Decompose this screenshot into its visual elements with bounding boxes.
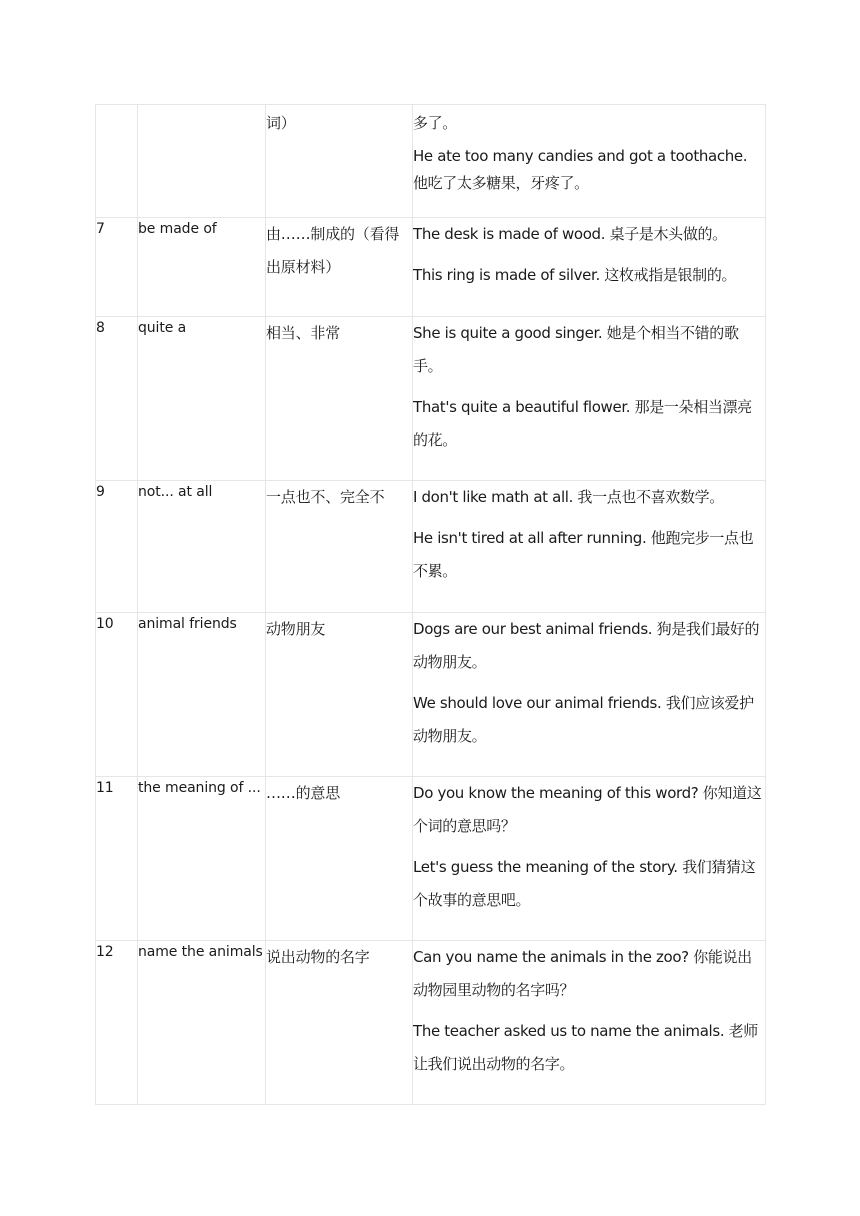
phrase: not... at all <box>138 481 266 613</box>
meaning: 词） <box>266 105 413 218</box>
example-sentence: We should love our animal friends. 我们应该爱护动物朋友。 <box>413 694 754 745</box>
examples <box>413 777 766 941</box>
phrase: the meaning of ... <box>138 777 266 941</box>
row-number: 7 <box>96 218 138 317</box>
example-sentence: She is quite a good singer. 她是个相当不错的歌手。 <box>413 324 739 375</box>
examples <box>413 317 766 481</box>
examples <box>413 613 766 777</box>
examples <box>413 941 766 1105</box>
phrase: name the animals <box>138 941 266 1105</box>
table-row <box>96 317 766 481</box>
phrase: quite a <box>138 317 266 481</box>
examples <box>413 218 766 317</box>
row-number <box>96 105 138 218</box>
phrase: be made of <box>138 218 266 317</box>
example-sentence: 他吃了太多糖果，牙疼了。 <box>413 174 589 192</box>
example-sentence: Can you name the animals in the zoo? 你能说出动物园里动物的名字吗？ <box>413 948 752 999</box>
table-row <box>96 105 766 218</box>
phrase <box>138 105 266 218</box>
example-sentence: That's quite a beautiful flower. 那是一朵相当漂亮的花。 <box>413 398 752 449</box>
row-number: 10 <box>96 613 138 777</box>
table-row <box>96 941 766 1105</box>
meaning: 一点也不、完全不 <box>266 481 413 613</box>
example-sentence: I don't like math at all. 我一点也不喜欢数学。 <box>413 488 724 506</box>
meaning: ……的意思 <box>266 777 413 941</box>
example-sentence: Dogs are our best animal friends. 狗是我们最好的动物朋友。 <box>413 620 760 671</box>
table-row <box>96 777 766 941</box>
meaning: 说出动物的名字 <box>266 941 413 1105</box>
table-row <box>96 218 766 317</box>
examples <box>413 481 766 613</box>
phrase: animal friends <box>138 613 266 777</box>
example-sentence: This ring is made of silver. 这枚戒指是银制的。 <box>413 266 737 284</box>
table-row <box>96 481 766 613</box>
example-sentence: Let's guess the meaning of the story. 我们猜猜这个故事的意思吧。 <box>413 858 756 909</box>
row-number: 11 <box>96 777 138 941</box>
meaning: 由……制成的（看得出原材料） <box>266 218 413 317</box>
example-sentence: The desk is made of wood. 桌子是木头做的。 <box>413 225 727 243</box>
row-number: 12 <box>96 941 138 1105</box>
example-sentence: The teacher asked us to name the animals. 老师让我们说出动物的名字。 <box>413 1022 758 1073</box>
example-sentence: 多了。 <box>413 114 457 132</box>
example-sentence: He ate too many candies and got a toothache. <box>413 147 748 165</box>
vocabulary-table <box>95 104 766 1105</box>
row-number: 8 <box>96 317 138 481</box>
example-sentence: He isn't tired at all after running. 他跑完步一点也不累。 <box>413 529 754 580</box>
meaning: 动物朋友 <box>266 613 413 777</box>
table-row <box>96 613 766 777</box>
row-number: 9 <box>96 481 138 613</box>
meaning: 相当、非常 <box>266 317 413 481</box>
examples <box>413 105 766 218</box>
example-sentence: Do you know the meaning of this word? 你知道这个词的意思吗？ <box>413 784 762 835</box>
